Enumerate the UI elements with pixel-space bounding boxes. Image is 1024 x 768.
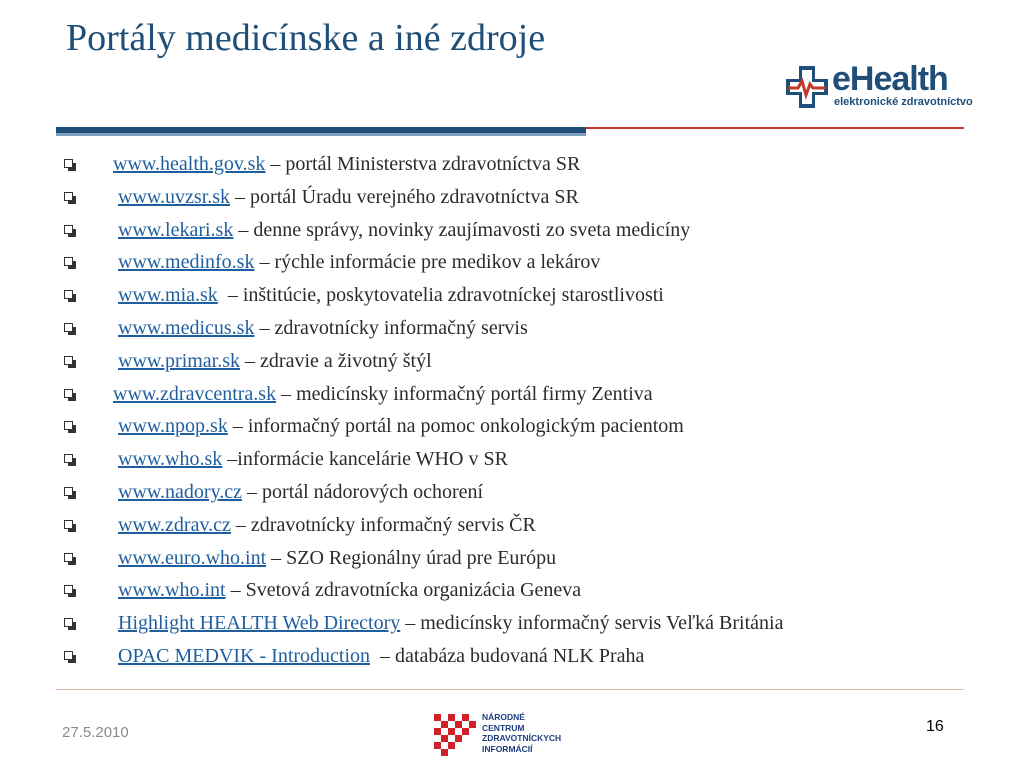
checkbox-bullet-icon xyxy=(64,651,73,660)
resource-description: – denne správy, novinky zaujímavosti zo sveta medicíny xyxy=(233,218,691,241)
nczi-logo xyxy=(432,712,568,756)
logo-subtitle: elektronické zdravotníctvo xyxy=(834,96,973,108)
resource-description: – SZO Regionálny úrad pre Európu xyxy=(266,546,557,569)
checkbox-bullet-icon xyxy=(64,421,73,430)
nczi-logo-line: NÁRODNÉ xyxy=(482,712,525,722)
resource-description: –informácie kancelárie WHO v SR xyxy=(222,448,508,471)
resource-link[interactable]: www.who.sk xyxy=(118,448,223,471)
resource-link[interactable]: www.uvzsr.sk xyxy=(118,185,231,208)
list-item xyxy=(64,443,783,476)
list-item xyxy=(64,214,783,247)
list-item xyxy=(64,279,783,312)
resource-list xyxy=(64,148,783,673)
checkbox-bullet-icon xyxy=(64,323,73,332)
resource-description: – medicínsky informačný servis Veľká Británia xyxy=(400,612,784,635)
resource-link[interactable]: www.health.gov.sk xyxy=(113,153,266,175)
checkbox-bullet-icon xyxy=(64,618,73,627)
resource-link[interactable]: www.zdravcentra.sk xyxy=(113,382,277,405)
resource-link[interactable]: www.npop.sk xyxy=(118,415,228,438)
resource-description: – rýchle informácie pre medikov a lekárov xyxy=(254,251,601,274)
ehealth-logo xyxy=(784,60,974,112)
nczi-logo-line: CENTRUM xyxy=(482,722,525,733)
checkbox-bullet-icon xyxy=(64,192,73,201)
resource-link[interactable]: Highlight HEALTH Web Directory xyxy=(118,612,401,635)
checkbox-bullet-icon xyxy=(64,225,73,234)
resource-link[interactable]: www.medicus.sk xyxy=(118,316,255,339)
list-item xyxy=(64,542,783,575)
resource-description: – informačný portál na pomoc onkologickým pacientom xyxy=(227,415,684,438)
nczi-logo-line: ZDRAVOTNÍCKYCH xyxy=(482,733,562,743)
list-item xyxy=(64,246,783,279)
checkbox-bullet-icon xyxy=(64,520,73,529)
nczi-checker-icon xyxy=(432,712,478,756)
resource-description: – zdravotnícky informačný servis ČR xyxy=(230,513,536,536)
list-item xyxy=(64,410,783,443)
list-item xyxy=(64,181,783,214)
checkbox-bullet-icon xyxy=(64,585,73,594)
resource-link[interactable]: www.zdrav.cz xyxy=(118,513,231,536)
page-number: 16 xyxy=(926,718,944,735)
checkbox-bullet-icon xyxy=(64,290,73,299)
resource-link[interactable]: www.who.int xyxy=(118,579,226,602)
resource-description: – portál Úradu verejného zdravotníctva SR xyxy=(230,185,579,208)
list-item xyxy=(64,640,783,673)
resource-description: – Svetová zdravotnícka organizácia Geneva xyxy=(225,579,582,602)
resource-link[interactable]: www.primar.sk xyxy=(118,349,241,372)
resource-link[interactable]: www.lekari.sk xyxy=(118,218,234,241)
nczi-logo-text xyxy=(482,712,561,754)
list-item xyxy=(64,345,783,378)
list-item xyxy=(64,476,783,509)
list-item xyxy=(64,607,783,640)
resource-description: – databáza budovaná NLK Praha xyxy=(370,644,645,667)
footer-divider xyxy=(56,689,964,690)
resource-description: – zdravotnícky informačný servis xyxy=(254,316,528,339)
list-item xyxy=(64,378,783,411)
slide-title: Portály medicínske a iné zdroje xyxy=(66,17,546,59)
checkbox-bullet-icon xyxy=(64,389,73,398)
list-item xyxy=(64,574,783,607)
checkbox-bullet-icon xyxy=(64,487,73,496)
nczi-logo-line: INFORMÁCIÍ xyxy=(482,743,533,754)
resource-link[interactable]: www.euro.who.int xyxy=(118,546,267,569)
resource-link[interactable]: www.nadory.cz xyxy=(118,480,243,503)
list-item xyxy=(64,148,783,181)
footer-date: 27.5.2010 xyxy=(62,724,129,741)
list-item xyxy=(64,312,783,345)
resource-link[interactable]: www.mia.sk xyxy=(118,284,218,307)
logo-name: eHealth xyxy=(832,60,948,98)
title-underline-shadow xyxy=(56,133,586,136)
checkbox-bullet-icon xyxy=(64,159,73,168)
medical-cross-icon xyxy=(784,64,830,110)
title-red-rule xyxy=(586,127,964,129)
resource-description: – portál nádorových ochorení xyxy=(242,480,484,503)
checkbox-bullet-icon xyxy=(64,257,73,266)
resource-link[interactable]: www.medinfo.sk xyxy=(118,251,255,274)
checkbox-bullet-icon xyxy=(64,356,73,365)
checkbox-bullet-icon xyxy=(64,454,73,463)
resource-description: – zdravie a životný štýl xyxy=(240,349,432,372)
list-item xyxy=(64,509,783,542)
resource-description: – medicínsky informačný portál firmy Zentiva xyxy=(276,382,653,405)
resource-link[interactable]: OPAC MEDVIK - Introduction xyxy=(118,644,371,667)
resource-description: – inštitúcie, poskytovatelia zdravotníckej starostlivosti xyxy=(217,284,664,307)
checkbox-bullet-icon xyxy=(64,553,73,562)
resource-description: – portál Ministerstva zdravotníctva SR xyxy=(265,153,581,175)
